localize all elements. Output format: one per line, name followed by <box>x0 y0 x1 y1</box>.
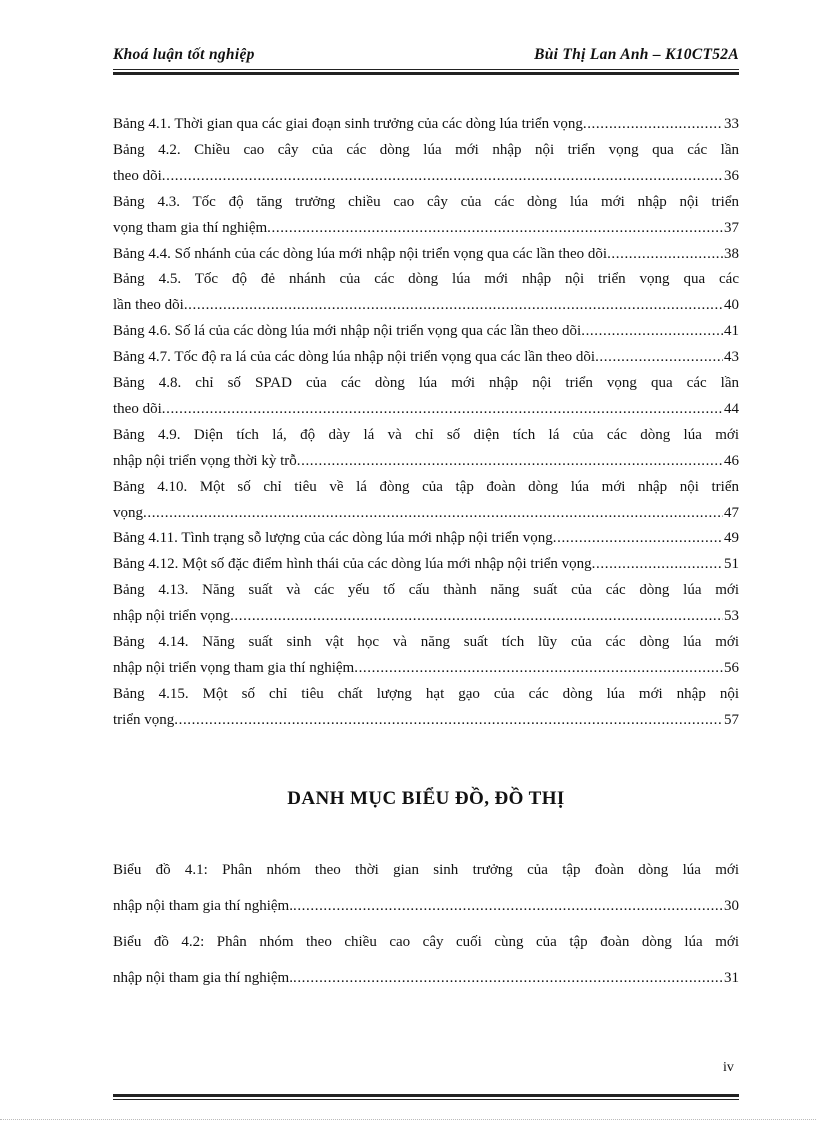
entry-leader-line <box>113 242 739 268</box>
entry-page-number: 31 <box>724 970 739 986</box>
footer-rule-thick <box>113 1094 739 1097</box>
dot-leader <box>553 526 723 552</box>
entry-text: theo dõi <box>113 400 162 417</box>
entry-text: Bảng 4.11. Tình trạng sỗ lượng của các dòng lúa mới nhập nội triển vọng <box>113 530 553 547</box>
entry-text: vọng <box>113 504 143 521</box>
entry-text: Bảng 4.7. Tốc độ ra lá của các dòng lúa nhập nội triển vọng qua các lần theo dõi <box>113 349 596 366</box>
section-title: DANH MỤC BIỂU ĐỒ, ĐỒ THỊ <box>287 788 565 809</box>
chart-entry[interactable] <box>113 924 739 996</box>
page-edge <box>0 1119 816 1120</box>
dot-leader <box>174 708 723 734</box>
dot-leader <box>354 656 723 682</box>
table-entry[interactable] <box>113 319 739 345</box>
header-thesis-label: Khoá luận tốt nghiệp <box>113 46 255 63</box>
table-entry[interactable] <box>113 552 739 578</box>
entry-text: nhập nội triển vọng tham gia thí nghiệm <box>113 659 355 676</box>
header-rule-thick <box>113 72 739 75</box>
table-entry[interactable] <box>113 475 739 527</box>
entry-text: nhập nội tham gia thí nghiệm. <box>113 970 293 986</box>
entry-text: Bảng 4.1. Thời gian qua các giai đoạn sinh trưởng của các dòng lúa triển vọng <box>113 116 583 132</box>
entry-text: Bảng 4.3. Tốc độ tăng trưởng chiều cao cây của các dòng lúa mới nhập nội triển <box>113 193 739 210</box>
entry-page-number: 46 <box>724 452 739 469</box>
entry-text: vọng tham gia thí nghiệm <box>113 219 268 236</box>
entry-leader-line <box>113 345 739 371</box>
dot-leader <box>230 604 723 630</box>
table-entry[interactable] <box>113 267 739 319</box>
entry-text: Bảng 4.2. Chiều cao cây của các dòng lúa mới nhập nội triển vọng qua các lần <box>113 141 739 158</box>
entry-page-number: 36 <box>724 167 739 184</box>
table-entry[interactable] <box>113 242 739 268</box>
entry-text: nhập nội triển vọng thời kỳ trỗ <box>113 452 297 469</box>
entry-text: Biểu đồ 4.2: Phân nhóm theo chiều cao cây cuối cùng của tập đoàn dòng lúa mới <box>113 934 739 950</box>
table-entry[interactable] <box>113 526 739 552</box>
table-of-charts <box>113 852 739 996</box>
page-number: iv <box>723 1060 734 1075</box>
header-author: Bùi Thị Lan Anh – K10CT52A <box>534 46 739 63</box>
page-header <box>113 46 739 68</box>
entry-page-number: 38 <box>724 245 739 262</box>
entry-leader-line <box>113 888 739 924</box>
table-entry[interactable] <box>113 371 739 423</box>
entry-page-number: 51 <box>724 556 739 573</box>
entry-leader-line <box>113 449 739 475</box>
dot-leader <box>293 888 723 924</box>
entry-page-number: 40 <box>724 297 739 314</box>
entry-page-number: 56 <box>724 659 739 676</box>
entry-text: Bảng 4.12. Một số đặc điểm hình thái của các dòng lúa mới nhập nội triển vọng <box>113 556 592 573</box>
entry-leader-line <box>113 112 739 138</box>
dot-leader <box>162 164 723 190</box>
dot-leader <box>267 216 723 242</box>
entry-text: lần theo dõi <box>113 297 184 314</box>
entry-text: Biểu đồ 4.1: Phân nhóm theo thời gian sinh trưởng của tập đoàn dòng lúa mới <box>113 862 739 878</box>
entry-text: triển vọng <box>113 711 175 728</box>
entry-leader-line <box>113 397 739 423</box>
table-entry[interactable] <box>113 345 739 371</box>
chart-entry[interactable] <box>113 852 739 924</box>
entry-leader-line <box>113 708 739 734</box>
table-entry[interactable] <box>113 138 739 190</box>
entry-page-number: 53 <box>724 608 739 625</box>
entry-leader-line <box>113 960 739 996</box>
entry-text: theo dõi <box>113 167 162 184</box>
entry-leader-line <box>113 526 739 552</box>
entry-page-number: 41 <box>724 323 739 340</box>
entry-text: Bảng 4.5. Tốc độ đẻ nhánh của các dòng lúa mới nhập nội triển vọng qua các <box>113 271 739 288</box>
entry-page-number: 33 <box>724 116 739 132</box>
table-entry[interactable] <box>113 423 739 475</box>
entry-page-number: 57 <box>724 711 739 728</box>
entry-text: Bảng 4.15. Một số chỉ tiêu chất lượng hạt gạo của các dòng lúa mới nhập nội <box>113 685 739 702</box>
entry-text: Bảng 4.13. Năng suất và các yếu tố cấu thành năng suất của các dòng lúa mới <box>113 582 739 599</box>
entry-page-number: 49 <box>724 530 739 547</box>
entry-text: Bảng 4.9. Diện tích lá, độ dày lá và chỉ số diện tích lá của các dòng lúa mới <box>113 426 739 443</box>
entry-page-number: 37 <box>724 219 739 236</box>
entry-page-number: 30 <box>724 898 739 914</box>
entry-page-number: 43 <box>724 349 739 366</box>
table-entry[interactable] <box>113 190 739 242</box>
entry-text: Bảng 4.14. Năng suất sinh vật học và năng suất tích lũy của các dòng lúa mới <box>113 634 739 651</box>
entry-leader-line <box>113 216 739 242</box>
entry-leader-line <box>113 164 739 190</box>
dot-leader <box>162 397 723 423</box>
entry-text: nhập nội triển vọng <box>113 608 231 625</box>
dot-leader <box>592 552 723 578</box>
entry-text: nhập nội tham gia thí nghiệm. <box>113 898 293 914</box>
dot-leader <box>184 293 723 319</box>
dot-leader <box>297 449 723 475</box>
entry-text: Bảng 4.8. chỉ số SPAD của các dòng lúa mới nhập nội triển vọng qua các lần <box>113 375 739 392</box>
entry-leader-line <box>113 293 739 319</box>
entry-page-number: 47 <box>724 504 739 521</box>
entry-leader-line <box>113 656 739 682</box>
table-entry[interactable] <box>113 112 739 138</box>
entry-leader-line <box>113 552 739 578</box>
dot-leader <box>583 112 723 138</box>
entry-text: Bảng 4.6. Số lá của các dòng lúa mới nhập nội triển vọng qua các lần theo dõi <box>113 323 582 340</box>
entry-leader-line <box>113 501 739 527</box>
entry-leader-line <box>113 319 739 345</box>
dot-leader <box>607 242 723 268</box>
dot-leader <box>143 501 723 527</box>
table-entry[interactable] <box>113 630 739 682</box>
table-entry[interactable] <box>113 578 739 630</box>
dot-leader <box>581 319 723 345</box>
entry-text: Bảng 4.4. Số nhánh của các dòng lúa mới nhập nội triển vọng qua các lần theo dõi <box>113 245 608 262</box>
table-of-tables <box>113 112 739 734</box>
dot-leader <box>293 960 723 996</box>
table-entry[interactable] <box>113 682 739 734</box>
header-rule-thin <box>113 69 739 70</box>
entry-page-number: 44 <box>724 400 739 417</box>
entry-leader-line <box>113 604 739 630</box>
footer-rule-thin <box>113 1099 739 1100</box>
entry-text: Bảng 4.10. Một số chỉ tiêu về lá đòng của tập đoàn dòng lúa mới nhập nội triển <box>113 478 739 495</box>
dot-leader <box>595 345 723 371</box>
